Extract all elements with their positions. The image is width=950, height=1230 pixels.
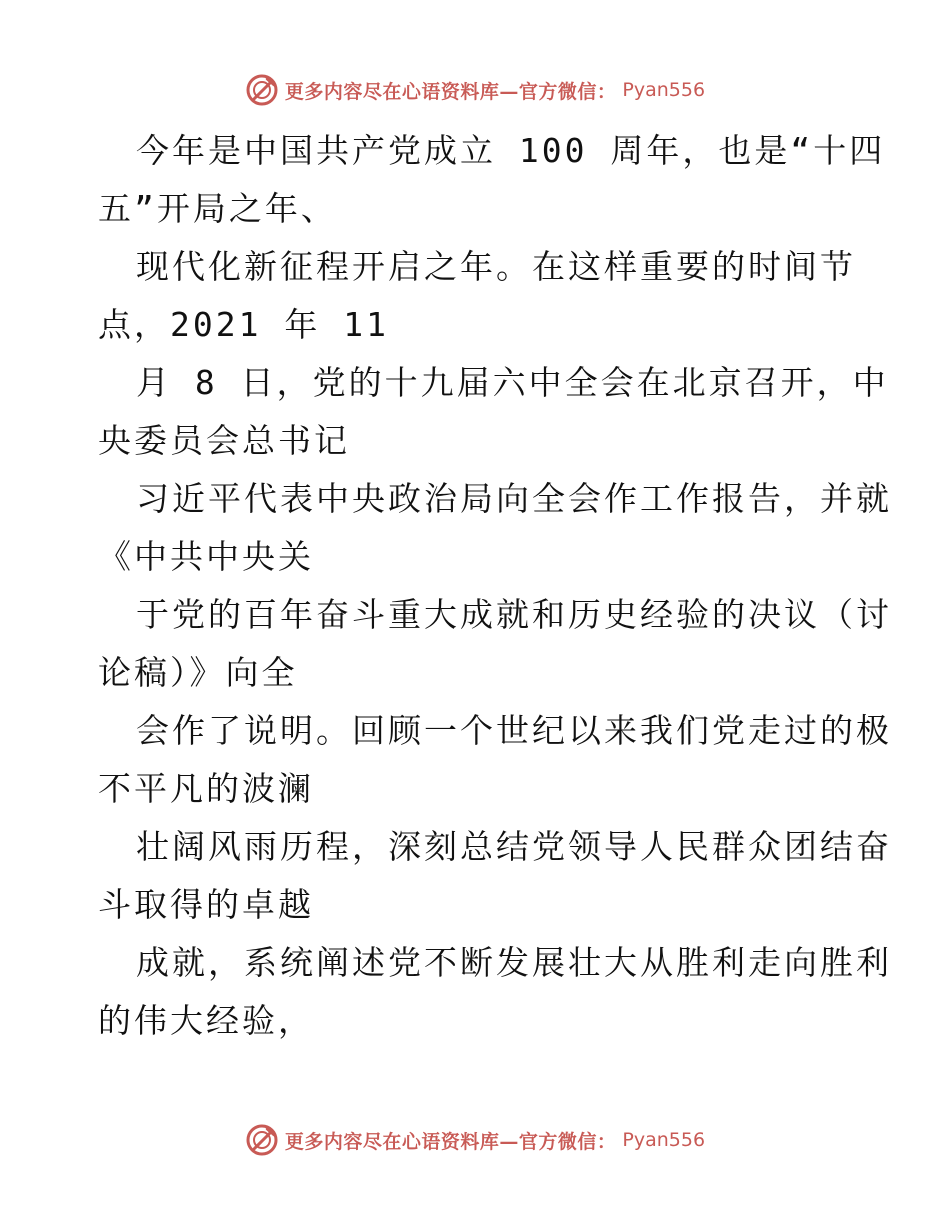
- text-line: 月 8 日，党的十九届六中全会在北京召开，中: [136, 363, 889, 402]
- text-line: 习近平代表中央政治局向全会作工作报告，并就: [136, 479, 892, 518]
- text-line: 论稿）》向全: [98, 653, 298, 692]
- watermark-text: 更多内容尽在心语资料库—官方微信：: [284, 1130, 617, 1153]
- text-line: 的伟大经验，: [98, 1001, 314, 1040]
- text-line: 今年是中国共产党成立 100 周年，也是“十四: [136, 131, 886, 170]
- text-line: 壮阔风雨历程，深刻总结党领导人民群众团结奋: [136, 827, 892, 866]
- header-watermark: [0, 70, 950, 110]
- stamp-logo-icon: [245, 1123, 279, 1157]
- text-line: 会作了说明。回顾一个世纪以来我们党走过的极: [136, 711, 892, 750]
- text-line: 《中共中央关: [98, 537, 314, 576]
- text-line: 现代化新征程开启之年。在这样重要的时间节: [136, 247, 856, 286]
- watermark-text: 更多内容尽在心语资料库—官方微信：: [284, 80, 617, 103]
- footer-watermark: [0, 1120, 950, 1160]
- watermark-wechat-id: Pyan556: [622, 1129, 706, 1151]
- stamp-logo-icon: [245, 73, 279, 107]
- text-line: 央委员会总书记: [98, 421, 350, 460]
- text-line: 斗取得的卓越: [98, 885, 314, 924]
- text-line: 不平凡的波澜: [98, 769, 314, 808]
- text-line: 点，2021 年 11: [98, 305, 389, 344]
- document-body: [98, 122, 892, 1050]
- watermark-wechat-id: Pyan556: [622, 79, 706, 101]
- text-line: 于党的百年奋斗重大成就和历史经验的决议（讨: [136, 595, 892, 634]
- text-line: 五”开局之年、: [98, 189, 337, 228]
- text-line: 成就，系统阐述党不断发展壮大从胜利走向胜利: [136, 943, 892, 982]
